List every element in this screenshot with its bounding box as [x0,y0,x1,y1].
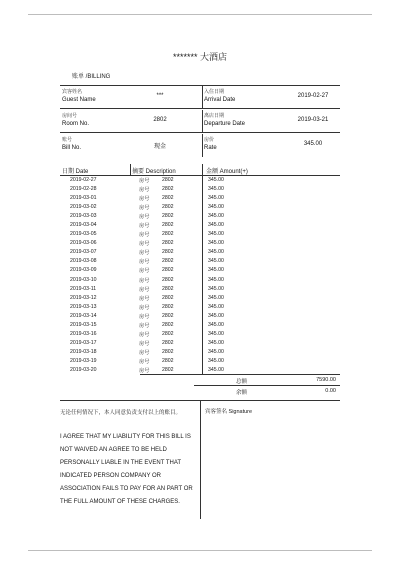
charge-room-no: 2802 [162,195,174,202]
charge-type: 房号 [139,331,150,338]
charge-amount: 345.00 [208,249,224,256]
room-label-cn: 房间号 [62,113,78,119]
charge-date: 2019-03-19 [70,357,97,364]
total-line [60,375,340,385]
charge-amount: 345.00 [208,267,224,274]
charge-date: 2019-03-12 [70,294,97,301]
charge-amount: 345.00 [208,195,224,202]
charge-amount: 345.00 [208,366,224,373]
arrival-value: 2019-02-27 [297,93,329,99]
charge-row [60,230,340,239]
info-row-room [60,110,340,133]
balance-label: 余额 [236,390,248,396]
charge-room-no: 2802 [162,240,174,247]
charge-date: 2019-03-11 [70,285,97,292]
page-top-rule [28,14,372,15]
charge-room-no: 2802 [162,348,174,355]
amount-column-header: 金额 Amount(+) [206,169,248,175]
charge-date: 2019-03-14 [70,312,97,319]
charge-date: 2019-02-27 [70,177,97,183]
info-row-guest [60,86,340,109]
charge-type: 房号 [139,259,150,266]
charge-row [60,303,340,312]
charge-row [60,203,340,212]
charge-type: 房号 [139,187,150,194]
charge-room-no: 2802 [162,267,174,274]
departure-label: Departure Date [204,121,246,127]
charge-amount: 345.00 [208,357,224,364]
charge-amount: 345.00 [208,330,224,337]
charge-date: 2019-03-09 [70,267,97,274]
room-label: Room No. [62,121,90,127]
balance-line [60,386,340,396]
page-bottom-rule [28,550,372,551]
charge-date: 2019-03-20 [70,366,97,373]
charge-type: 房号 [139,232,150,239]
charge-row [60,357,340,366]
guest-name-value: *** [156,93,164,99]
charge-date: 2019-03-13 [70,303,97,310]
charge-amount: 345.00 [208,303,224,310]
charges-header [60,164,340,176]
bill-value: 现金 [153,144,166,150]
charge-date: 2019-03-16 [70,330,97,337]
charge-room-no: 2802 [162,276,174,283]
charge-room-no: 2802 [162,213,174,220]
bill-label: Bill No. [62,145,82,151]
charge-room-no: 2802 [162,249,174,256]
charge-type: 房号 [139,313,150,320]
charge-type: 房号 [139,322,150,329]
charge-type: 房号 [139,178,150,184]
date-column-header: 日期 Date [62,169,89,175]
charge-row [60,185,340,194]
charge-room-no: 2802 [162,303,174,310]
charge-type: 房号 [139,223,150,230]
info-row-bill [60,134,340,157]
charge-type: 房号 [139,286,150,293]
charge-room-no: 2802 [162,366,174,373]
charge-date: 2019-03-15 [70,321,97,328]
charge-date: 2019-03-07 [70,249,97,256]
charge-room-no: 2802 [162,177,174,183]
charge-row [60,194,340,203]
charge-type: 房号 [139,358,150,365]
charge-type: 房号 [139,205,150,212]
charge-date: 2019-03-04 [70,222,97,229]
charge-date: 2019-03-17 [70,339,97,346]
charge-type: 房号 [139,214,150,221]
charge-room-no: 2802 [162,339,174,346]
charge-amount: 345.00 [208,348,224,355]
charge-amount: 345.00 [208,294,224,301]
charge-type: 房号 [139,250,150,257]
charge-type: 房号 [139,268,150,275]
charge-amount: 345.00 [208,312,224,319]
charge-room-no: 2802 [162,330,174,337]
bill-summary [60,375,340,397]
arrival-label: Arrival Date [204,97,236,103]
charge-amount: 345.00 [208,222,224,229]
charge-room-no: 2802 [162,285,174,292]
charge-date: 2019-03-08 [70,258,97,265]
total-label: 总额 [236,379,248,385]
bill-document [60,44,340,518]
balance-value: 0.00 [325,388,336,394]
charge-date: 2019-03-05 [70,231,97,238]
charge-row [60,257,340,266]
charge-type: 房号 [139,277,150,284]
charge-amount: 345.00 [208,276,224,283]
charge-type: 房号 [139,241,150,248]
charge-date: 2019-03-18 [70,348,97,355]
charge-amount: 345.00 [208,186,224,193]
arrival-label-cn: 入住日期 [204,89,225,95]
charge-amount: 345.00 [208,339,224,346]
charge-amount: 345.00 [208,204,224,211]
charge-type: 房号 [139,367,150,374]
charge-room-no: 2802 [162,294,174,301]
charge-row [60,330,340,339]
charges-list [60,176,340,375]
departure-label-cn: 离店日期 [204,113,225,119]
charge-row [60,176,340,185]
charge-date: 2019-03-02 [70,204,97,211]
charge-row [60,266,340,275]
charge-date: 2019-03-06 [70,240,97,247]
charge-date: 2019-03-10 [70,276,97,283]
charge-amount: 345.00 [208,285,224,292]
charge-date: 2019-03-01 [70,195,97,202]
charge-amount: 345.00 [208,231,224,238]
rate-label: Rate [204,145,217,151]
guest-name-label-cn: 宾客姓名 [62,89,83,95]
rate-value: 345.00 [303,141,323,147]
charge-type: 房号 [139,340,150,347]
charge-amount: 345.00 [208,240,224,247]
description-column-header: 摘要 Description [132,169,176,175]
charge-row [60,221,340,230]
charge-date: 2019-02-28 [70,186,97,193]
charge-room-no: 2802 [162,204,174,211]
departure-value: 2019-03-21 [297,117,329,123]
charge-row [60,285,340,294]
bill-footer [60,400,340,519]
guest-name-label: Guest Name [62,97,96,103]
charge-room-no: 2802 [162,258,174,265]
hotel-title: ******* 大酒店 [172,52,228,62]
charge-type: 房号 [139,349,150,356]
signature-label: 宾客签名 Signature [205,409,253,415]
rate-label-cn: 房价 [204,137,215,143]
charge-room-no: 2802 [162,312,174,319]
charge-amount: 345.00 [208,258,224,265]
liability-notice-en: I AGREE THAT MY LIABILITY FOR THIS BILL IS NOT WAIVED AN AGREE TO BE HELD PERSONALLY LIABLE IN THE EVENT THAT INDICATED PERSON COMPANY OR ASSOCIATION FAILS TO PAY FOR AN PART OR THE FULL AMOUNT OF THESE CHARGES. [60,434,193,505]
bill-label-cn: 账号 [62,137,73,143]
charge-amount: 345.00 [208,177,224,183]
charge-type: 房号 [139,196,150,203]
charge-room-no: 2802 [162,321,174,328]
charge-amount: 345.00 [208,321,224,328]
charge-room-no: 2802 [162,231,174,238]
charge-row [60,294,340,303]
bill-subtitle: 账单 /BILLING [72,74,111,80]
charge-row [60,339,340,348]
room-value: 2802 [153,117,167,123]
charge-type: 房号 [139,304,150,311]
charge-row [60,239,340,248]
charge-row [60,248,340,257]
liability-notice-cn: 无论任何情况下，本人同意负责支付以上的账目。 [60,410,182,416]
charge-row [60,276,340,285]
charge-row [60,321,340,330]
charge-type: 房号 [139,295,150,302]
charge-row [60,312,340,321]
charge-row [60,212,340,221]
charge-room-no: 2802 [162,222,174,229]
charge-date: 2019-03-03 [70,213,97,220]
total-value: 7590.00 [316,377,336,383]
charge-row [60,348,340,357]
charge-amount: 345.00 [208,213,224,220]
charge-room-no: 2802 [162,357,174,364]
charge-room-no: 2802 [162,186,174,193]
